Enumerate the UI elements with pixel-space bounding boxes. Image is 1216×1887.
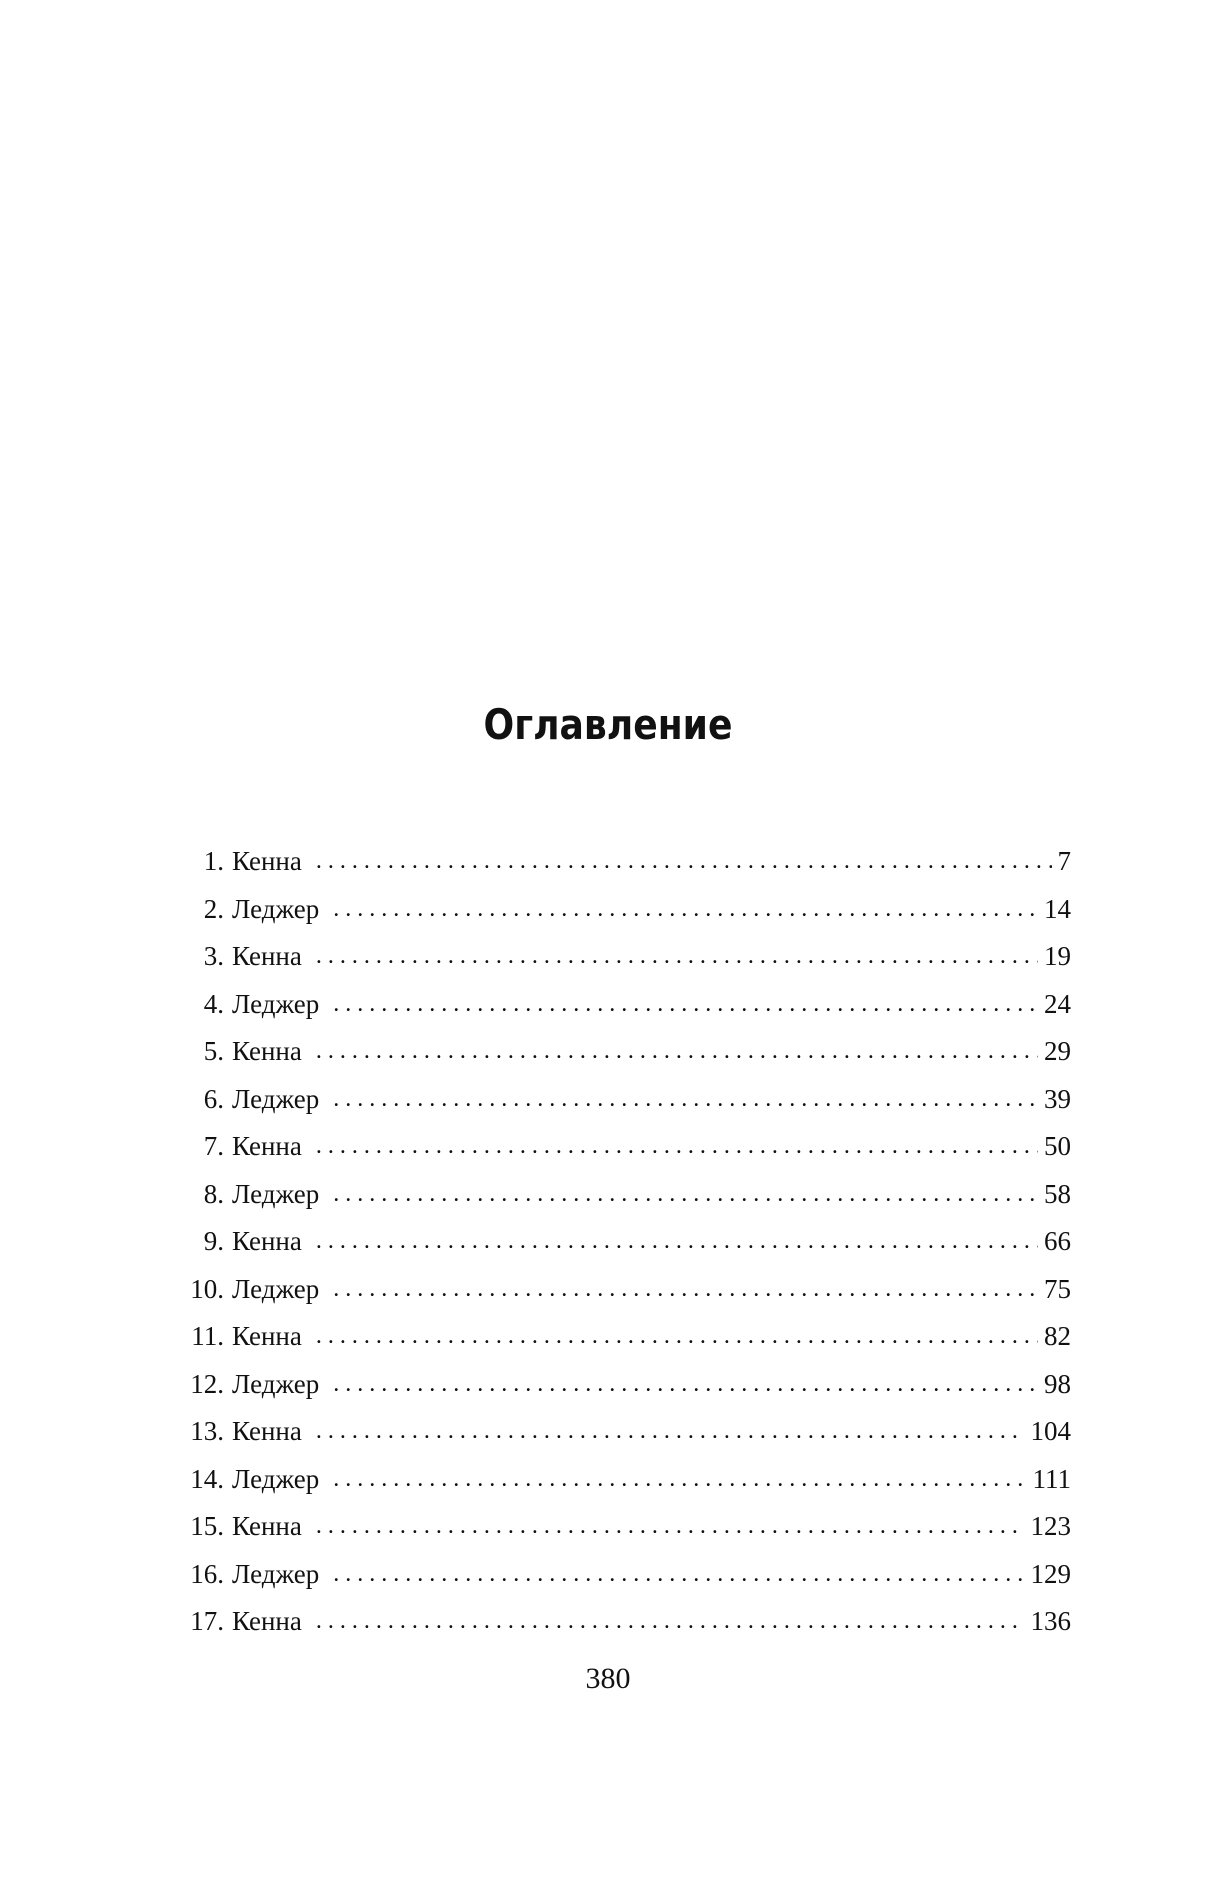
chapter-page: 19 (1044, 941, 1071, 971)
chapter-number: 9. (203, 1226, 224, 1256)
chapter-page: 50 (1044, 1131, 1071, 1161)
chapter-title: Леджер (232, 1463, 320, 1494)
dot-leader (316, 1408, 1025, 1456)
dot-leader (333, 1076, 1038, 1124)
chapter-page: 129 (1030, 1558, 1071, 1589)
chapter-number: 8. (203, 1178, 224, 1209)
chapter-number: 6. (203, 1083, 224, 1114)
chapter-title: Кенна (232, 1036, 302, 1066)
chapter-number: 7. (203, 1131, 224, 1161)
dot-leader (316, 1028, 1038, 1076)
dot-leader (316, 1218, 1038, 1266)
chapter-title: Леджер (232, 893, 320, 924)
dot-leader (333, 1551, 1024, 1599)
chapter-number: 13. (190, 1416, 224, 1446)
toc-entry (180, 1456, 1071, 1504)
toc-entry (180, 1598, 1071, 1646)
chapter-title: Леджер (232, 1083, 320, 1114)
dot-leader (333, 981, 1038, 1029)
chapter-page: 75 (1044, 1273, 1071, 1304)
chapter-title: Леджер (232, 1178, 320, 1209)
chapter-page: 29 (1044, 1036, 1071, 1066)
dot-leader (316, 933, 1038, 981)
toc-entry (180, 1218, 1071, 1266)
chapter-title: Кенна (232, 941, 302, 971)
chapter-number: 3. (203, 941, 224, 971)
toc-entry (180, 1551, 1071, 1599)
chapter-title: Кенна (232, 1606, 302, 1636)
chapter-page: 58 (1044, 1178, 1071, 1209)
chapter-number: 14. (190, 1463, 224, 1494)
chapter-page: 14 (1044, 893, 1071, 924)
toc-entry (180, 1171, 1071, 1219)
chapter-page: 66 (1044, 1226, 1071, 1256)
page-title: Оглавление (483, 700, 733, 749)
toc-entry (180, 838, 1071, 886)
dot-leader (316, 1123, 1038, 1171)
chapter-page: 24 (1044, 988, 1071, 1019)
chapter-title: Леджер (232, 988, 320, 1019)
dot-leader (333, 886, 1038, 934)
dot-leader (316, 1598, 1025, 1646)
toc-entry (180, 981, 1071, 1029)
chapter-title: Кенна (232, 1321, 302, 1351)
chapter-number: 11. (191, 1321, 224, 1351)
toc-entry (180, 1076, 1071, 1124)
chapter-title: Леджер (232, 1558, 320, 1589)
dot-leader (316, 1313, 1038, 1361)
chapter-number: 15. (190, 1511, 224, 1541)
toc-entry (180, 1361, 1071, 1409)
chapter-page: 136 (1030, 1606, 1071, 1636)
chapter-title: Леджер (232, 1273, 320, 1304)
dot-leader (333, 1171, 1038, 1219)
chapter-page: 39 (1044, 1083, 1071, 1114)
toc-entry (180, 1408, 1071, 1456)
chapter-number: 2. (203, 893, 224, 924)
chapter-title: Кенна (232, 1416, 302, 1446)
chapter-title: Кенна (232, 846, 302, 876)
toc-entry (180, 886, 1071, 934)
chapter-page: 111 (1032, 1463, 1071, 1494)
chapter-number: 16. (190, 1558, 224, 1589)
toc-entry (180, 1266, 1071, 1314)
chapter-number: 4. (203, 988, 224, 1019)
dot-leader (333, 1361, 1038, 1409)
chapter-number: 1. (203, 846, 224, 876)
dot-leader (333, 1456, 1026, 1504)
chapter-title: Кенна (232, 1226, 302, 1256)
toc-entry (180, 1503, 1071, 1551)
toc-entry (180, 1028, 1071, 1076)
toc-entry (180, 933, 1071, 981)
chapter-page: 7 (1057, 846, 1071, 876)
chapter-title: Кенна (232, 1511, 302, 1541)
toc-entry (180, 1123, 1071, 1171)
dot-leader (316, 1503, 1025, 1551)
dot-leader (333, 1266, 1038, 1314)
chapter-title: Леджер (232, 1368, 320, 1399)
toc-entry (180, 1313, 1071, 1361)
chapter-number: 17. (190, 1606, 224, 1636)
chapter-page: 104 (1030, 1416, 1071, 1446)
chapter-number: 5. (203, 1036, 224, 1066)
dot-leader (316, 838, 1052, 886)
chapter-title: Кенна (232, 1131, 302, 1161)
chapter-page: 123 (1030, 1511, 1071, 1541)
page-number: 380 (585, 1662, 631, 1695)
chapter-number: 12. (190, 1368, 224, 1399)
table-of-contents (180, 838, 1071, 1646)
chapter-page: 98 (1044, 1368, 1071, 1399)
chapter-number: 10. (190, 1273, 224, 1304)
chapter-page: 82 (1044, 1321, 1071, 1351)
